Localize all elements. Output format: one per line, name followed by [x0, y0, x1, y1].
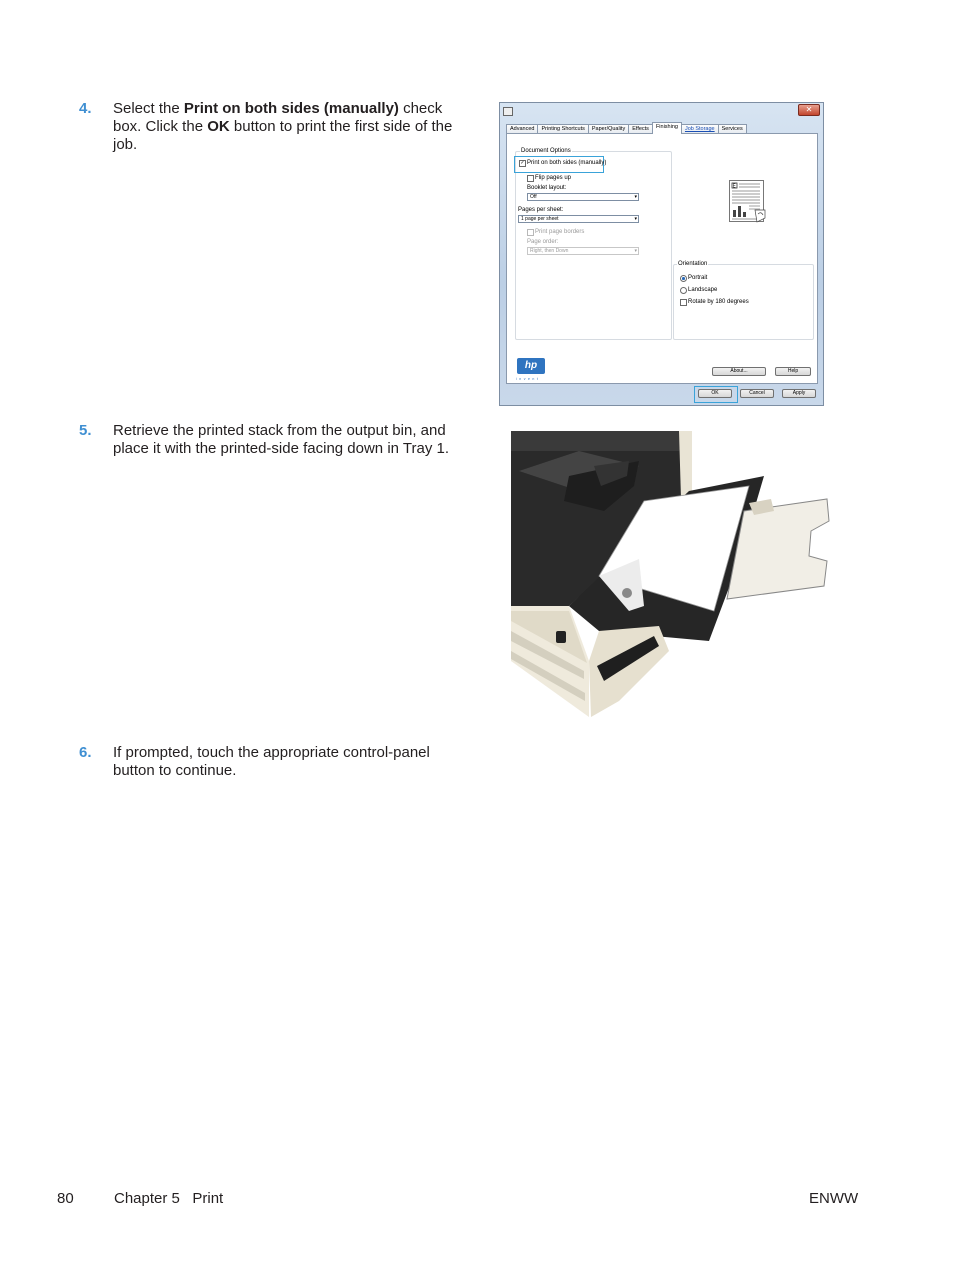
flip-pages-checkbox[interactable]	[527, 175, 534, 182]
help-button[interactable]: Help	[775, 367, 811, 376]
rotate-180-label: Rotate by 180 degrees	[688, 299, 749, 305]
portrait-label: Portrait	[688, 275, 708, 281]
landscape-radio[interactable]	[680, 287, 687, 294]
hp-logo: hp	[517, 358, 545, 374]
apply-button[interactable]: Apply	[782, 389, 816, 398]
tab-job-storage[interactable]: Job Storage	[681, 124, 719, 134]
landscape-label: Landscape	[688, 287, 718, 293]
tab-strip	[506, 122, 746, 133]
step-text: If prompted, touch the appropriate control-panel button to continue.	[113, 744, 430, 779]
print-both-sides-label: Print on both sides (manually)	[527, 160, 607, 166]
chapter-title: Chapter 5 Print	[114, 1190, 224, 1207]
printer-properties-dialog	[499, 102, 824, 406]
step-text: Select the Print on both sides (manually) check box. Click the OK button to print the first side of the job.	[113, 100, 453, 153]
page-number: 80	[57, 1190, 74, 1207]
pages-per-sheet-label: Pages per sheet:	[518, 207, 564, 213]
pages-per-sheet-select[interactable]: 1 page per sheet ▾	[518, 215, 639, 223]
document-code: ENWW	[809, 1190, 859, 1207]
booklet-layout-label: Booklet layout:	[527, 185, 567, 191]
page-order-select[interactable]: Right, then Down ▾	[527, 247, 639, 255]
page-preview-icon	[729, 180, 767, 224]
step-number: 5.	[79, 422, 92, 439]
hp-invent-tagline: invent	[516, 377, 541, 381]
printer-tray-illustration	[509, 431, 839, 717]
dropdown-arrow-icon: ▾	[634, 194, 637, 200]
tab-paper-quality[interactable]: Paper/Quality	[588, 124, 629, 134]
tab-finishing[interactable]: Finishing	[652, 122, 682, 134]
finishing-panel	[506, 133, 818, 384]
close-button[interactable]: ✕	[798, 104, 820, 116]
rotate-180-checkbox[interactable]	[680, 299, 687, 306]
dropdown-arrow-icon: ▾	[634, 216, 637, 222]
orientation-title: Orientation	[678, 261, 708, 267]
printer-icon	[503, 107, 513, 116]
title-bar	[500, 103, 823, 119]
dropdown-arrow-icon: ▾	[634, 248, 637, 254]
print-page-borders-checkbox[interactable]	[527, 229, 534, 236]
step-number: 4.	[79, 100, 92, 117]
print-both-sides-checkbox[interactable]: ✓	[520, 160, 525, 166]
tab-effects[interactable]: Effects	[628, 124, 653, 134]
svg-text:E: E	[732, 183, 736, 190]
document-options-title: Document Options	[521, 148, 571, 154]
tab-services[interactable]: Services	[718, 124, 747, 134]
flip-pages-label: Flip pages up	[535, 175, 572, 181]
about-button[interactable]: About...	[712, 367, 766, 376]
page-order-label: Page order:	[527, 239, 559, 245]
booklet-layout-select[interactable]: Off ▾	[527, 193, 639, 201]
portrait-radio[interactable]	[680, 275, 687, 282]
step-text: Retrieve the printed stack from the output bin, and place it with the printed-side facing down in Tray 1.	[113, 422, 450, 457]
print-page-borders-label: Print page borders	[535, 229, 585, 235]
tab-printing-shortcuts[interactable]: Printing Shortcuts	[537, 124, 588, 134]
cancel-button[interactable]: Cancel	[740, 389, 774, 398]
tab-advanced[interactable]: Advanced	[506, 124, 538, 134]
ok-button[interactable]: OK	[698, 389, 732, 398]
step-number: 6.	[79, 744, 92, 761]
